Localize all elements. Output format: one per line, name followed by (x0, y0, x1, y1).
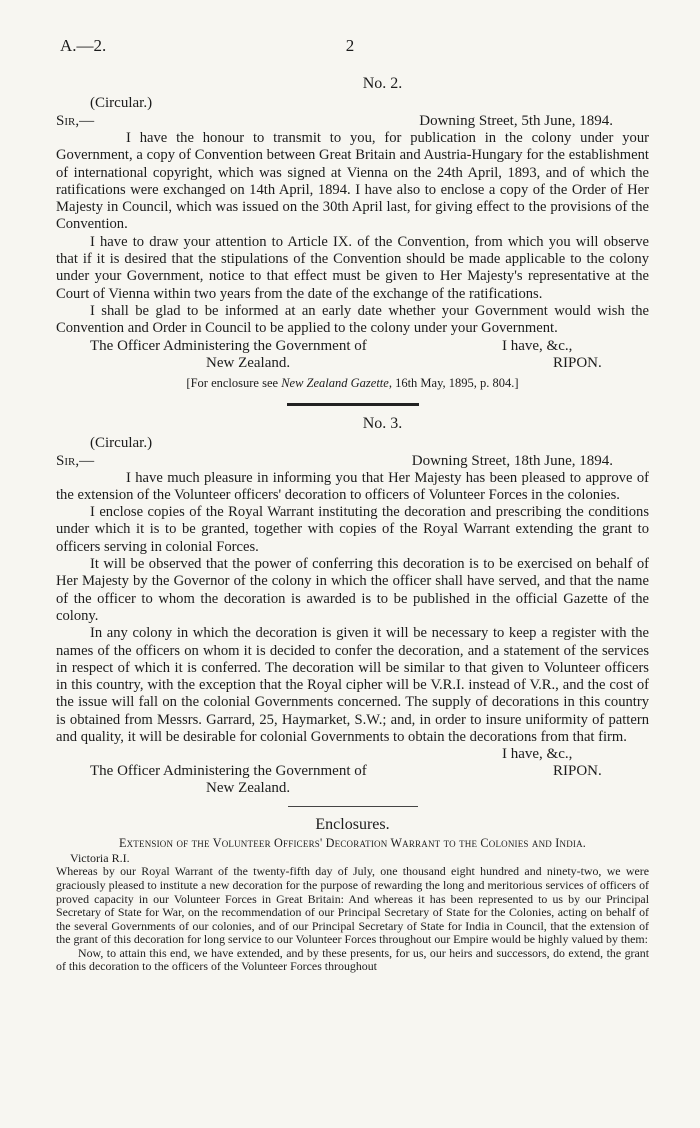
salutation: Sir,— (56, 113, 95, 129)
paragraph: In any colony in which the decoration is given it will be necessary to keep a register with the names of the officers on whom it is decided to confer the decoration, and a statement of the services in respect of which it is conferred. The decoration will be similar to that given to Volunteer officers in this country, with the exception that the Royal cipher will be V.R.I. instead of V.R., and the cost of the issue will fall on the colonial Governments concerned. The supply of decorations in this country is obtained from Messrs. Garrard, 25, Haymarket, S.W.; and, in order to insure uniformity of pattern and quality, it will be desirable for colonial Governments to obtain the decorations from that firm. (56, 625, 649, 746)
paragraph: I have to draw your attention to Article IX. of the Convention, from which you will observe that if it is desired that the stipulations of the Convention should be made applicable to the colony under your Government, notice to that effect must be given to Her Majesty's representative at the Court of Vienna within two years from the date of the exchange of the ratifications. (56, 233, 649, 302)
page-header (60, 36, 640, 60)
salutation-row (56, 112, 649, 130)
signer: RIPON. (553, 763, 602, 780)
salutation: Sir,— (56, 452, 95, 469)
letter-number: No. 3. (362, 414, 403, 432)
addressee-place: New Zealand. (206, 354, 291, 371)
enclosures-title: Enclosures. (315, 816, 390, 834)
page-number: 2 (345, 36, 355, 55)
signoff (56, 338, 649, 372)
section-divider (287, 403, 419, 406)
dateline: Downing Street, 5th June, 1894. (419, 113, 613, 129)
salutation-row (56, 452, 649, 470)
enclosures-section (56, 815, 649, 974)
paragraph: I have much pleasure in informing you that Her Majesty has been pleased to approve of the extension of the Volunteer officers' decoration to officers of Volunteer Forces in the colonies. (56, 469, 649, 503)
enclosure-heading: Extension of the Volunteer Officers' Decoration Warrant to the Colonies and India. (118, 836, 587, 851)
letter-number: No. 2. (362, 75, 403, 92)
closing: I have, &c., (502, 337, 573, 354)
royal-signature: Victoria R.I. (70, 851, 130, 866)
enclosure-note: [For enclosure see New Zealand Gazette, 16th May, 1895, p. 804.] (186, 375, 519, 390)
circular-label: (Circular.) (90, 95, 153, 111)
series-code: A.—2. (60, 36, 107, 55)
addressee: The Officer Administering the Government of (90, 337, 367, 354)
letter-no-2 (56, 74, 649, 391)
paragraph: I shall be glad to be informed at an early date whether your Government would wish the Convention and Order in Council to be applied to the colony under your Government. (56, 302, 649, 337)
paragraph: I have the honour to transmit to you, for publication in the colony under your Government, a copy of Convention between Great Britain and Austria-Hungary for the establishment of international copyright, which was signed at Vienna on the 24th April, 1893, and of which the ratifications were exchanged on 14th April, 1894. I have also to enclose a copy of the Order of Her Majesty in Council, which was issued on the 30th April last, for giving effect to the provisions of the Convention. (56, 130, 649, 233)
gazette-title: New Zealand Gazette (281, 375, 389, 390)
signoff (56, 746, 649, 798)
dateline: Downing Street, 18th June, 1894. (411, 452, 613, 469)
page-body (56, 74, 649, 974)
addressee: The Officer Administering the Government of (90, 763, 367, 780)
paragraph: It will be observed that the power of conferring this decoration is to be exercised on behalf of Her Majesty by the Governor of the colony in which the officer shall have served, and that the name of the officer to whom the decoration is awarded is to be published in the official Gazette of the colony. (56, 556, 649, 624)
section-divider (288, 806, 418, 807)
closing: I have, &c., (502, 746, 573, 763)
paragraph: I enclose copies of the Royal Warrant instituting the decoration and prescribing the conditions under which it is to be granted, together with copies of the Royal Warrant extending the grant to officers serving in colonial Forces. (56, 504, 649, 555)
signer: RIPON. (553, 354, 602, 371)
letter-no-3 (56, 414, 649, 799)
warrant-paragraph: Now, to attain this end, we have extended, and by these presents, for us, our heirs and successors, do extend, the grant of this decoration to the officers of the Volunteer Forces throughout (56, 945, 649, 974)
addressee-place: New Zealand. (206, 780, 291, 797)
circular-label: (Circular.) (90, 434, 153, 451)
warrant-paragraph: Whereas by our Royal Warrant of the twenty-fifth day of July, one thousand eight hundred and ninety-two, we were graciously pleased to institute a new decoration for the purpose of rewarding the long and meritorious services of officers of proved capacity in our Volunteer Forces in Great Britain: And whereas it has been represented to us by our Principal Secretary of State for War, on the recommendation of our Principal Secretary of State for the Colonies, acting on behalf of the several Governments of our colonies, and of our Principal Secretary of State for India in Council, that the extension of the grant of this decoration for long service to our Volunteer Forces throughout our Empire would be highly valued by them: (56, 864, 649, 947)
